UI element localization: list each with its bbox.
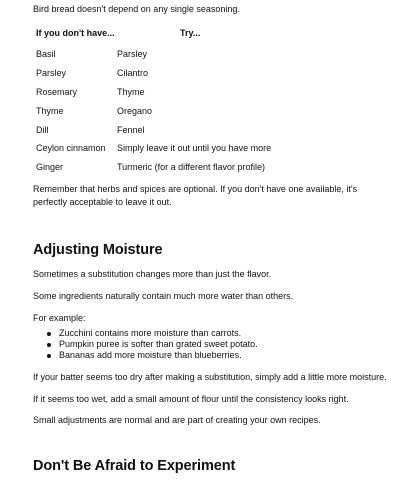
paragraph: Small adjustments are normal and are part of creating your own recipes.: [33, 415, 321, 425]
table-cell: Ceylon cinnamon: [36, 143, 106, 154]
table-cell: Turmeric (for a different flavor profile): [117, 162, 266, 173]
bullet-icon: [47, 343, 51, 347]
column-header-try: Try...: [180, 28, 201, 38]
section-heading-experiment: Don't Be Afraid to Experiment: [33, 458, 236, 474]
list-item: [33, 339, 258, 350]
table-cell: Thyme: [36, 105, 64, 116]
table-cell: Dill: [36, 124, 49, 135]
paragraph: For example:: [33, 313, 86, 323]
table-cell: Parsley: [117, 49, 148, 60]
remember-paragraph: Remember that herbs and spices are optional. If you don't have one available, it's perfectly acceptable to leave it out.: [33, 184, 358, 207]
table-row: [36, 64, 271, 83]
example-bullet-list: [33, 328, 258, 361]
list-item: [33, 350, 258, 361]
list-item-text: Bananas add more moisture than blueberries.: [59, 350, 242, 360]
table-cell: Simply leave it out until you have more: [117, 143, 272, 154]
list-item-text: Zucchini contains more moisture than carrots.: [59, 328, 242, 338]
table-row: [36, 139, 271, 158]
table-row: [36, 83, 271, 102]
table-cell: Thyme: [117, 86, 145, 97]
paragraph: Sometimes a substitution changes more than just the flavor.: [33, 269, 272, 279]
column-header-dont-have: If you don't have...: [36, 28, 115, 38]
table-cell: Cilantro: [117, 68, 149, 79]
paragraph: Some ingredients naturally contain much more water than others.: [33, 291, 294, 301]
table-cell: Ginger: [36, 162, 64, 173]
list-item-text: Pumpkin puree is softer than grated sweet potato.: [59, 339, 258, 349]
table-cell: Fennel: [117, 124, 145, 135]
table-cell: Rosemary: [36, 86, 78, 97]
list-item: [33, 328, 258, 339]
table-cell: Parsley: [36, 68, 67, 79]
paragraph: If it seems too wet, add a small amount of flour until the consistency looks right.: [33, 394, 349, 404]
table-cell: Basil: [36, 49, 56, 60]
table-cell: Oregano: [117, 105, 153, 116]
table-row: [36, 120, 271, 139]
table-header-row: [36, 27, 271, 45]
intro-text: Bird bread doesn't depend on any single seasoning.: [33, 4, 240, 14]
substitution-table: [36, 27, 271, 177]
table-row: [36, 158, 271, 177]
table-row: [36, 45, 271, 64]
table-row: [36, 101, 271, 120]
paragraph: If your batter seems too dry after making a substitution, simply add a little more moisture.: [33, 372, 387, 382]
bullet-icon: [47, 354, 51, 358]
section-heading-adjusting-moisture: Adjusting Moisture: [33, 242, 163, 258]
bullet-icon: [47, 332, 51, 336]
